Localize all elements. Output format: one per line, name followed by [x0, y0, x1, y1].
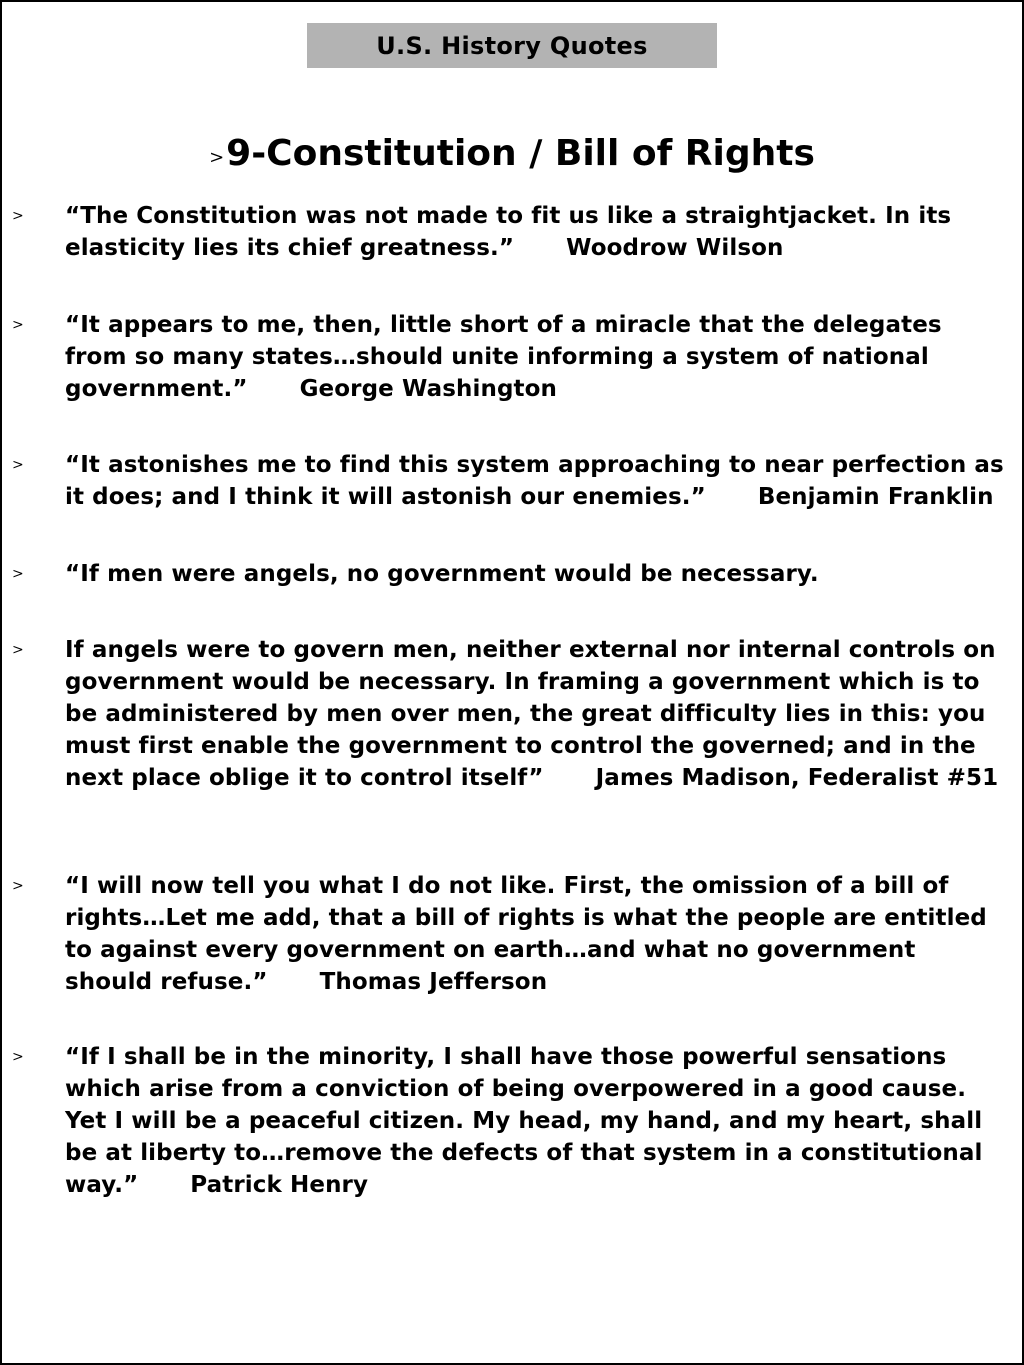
quote-body: [65, 1041, 1010, 1201]
quote-text: “If I shall be in the minority, I shall have those powerful sensations which arise from a conviction of being overpowered in a good cause. Yet I will be a peaceful citizen. My head, my hand, and my heart, shall be at liberty to…remove the defects of that system in a constitutional way.”: [65, 1044, 983, 1198]
quote-body: [65, 449, 1010, 513]
quote-author: Patrick Henry: [190, 1172, 369, 1198]
quote-body: [65, 634, 1010, 794]
quote-author: Woodrow Wilson: [566, 235, 784, 261]
title-marker: >: [209, 147, 225, 168]
bullet-icon: >: [12, 642, 24, 658]
bullet-icon: >: [12, 1049, 24, 1065]
quote-text: If angels were to govern men, neither external nor internal controls on government would be necessary. In framing a government which is to be administered by men over men, the great difficulty lies in this: you must first enable the government to control the governed; and in the next place oblige it to control itself”: [65, 637, 996, 791]
header-label: U.S. History Quotes: [307, 23, 717, 68]
quote-body: [65, 200, 1010, 264]
bullet-icon: >: [12, 317, 24, 333]
quote-author: James Madison, Federalist #51: [595, 765, 999, 791]
quote-text: “The Constitution was not made to fit us like a straightjacket. In its elasticity lies its chief greatness.”: [65, 203, 952, 261]
quote-author: Benjamin Franklin: [757, 484, 994, 510]
bullet-icon: >: [12, 878, 24, 894]
quote-body: [65, 558, 1010, 590]
bullet-icon: >: [12, 566, 24, 582]
quote-body: [65, 870, 1010, 998]
title-text: 9-Constitution / Bill of Rights: [226, 133, 815, 174]
quote-text: “If men were angels, no government would be necessary.: [65, 561, 819, 587]
bullet-icon: >: [12, 208, 24, 224]
quote-body: [65, 309, 1010, 405]
quote-text: “It astonishes me to find this system approaching to near perfection as it does; and I think it will astonish our enemies.”: [65, 452, 1004, 510]
quote-text: “I will now tell you what I do not like. First, the omission of a bill of rights…Let me add, that a bill of rights is what the people are entitled to against every government on earth…and what no government should refuse.”: [65, 873, 987, 995]
quote-author: Thomas Jefferson: [319, 969, 548, 995]
bullet-icon: >: [12, 457, 24, 473]
page-title: [0, 131, 1024, 181]
quote-text: “It appears to me, then, little short of a miracle that the delegates from so many states…should unite informing a system of national government.”: [65, 312, 942, 402]
quote-author: George Washington: [299, 376, 557, 402]
